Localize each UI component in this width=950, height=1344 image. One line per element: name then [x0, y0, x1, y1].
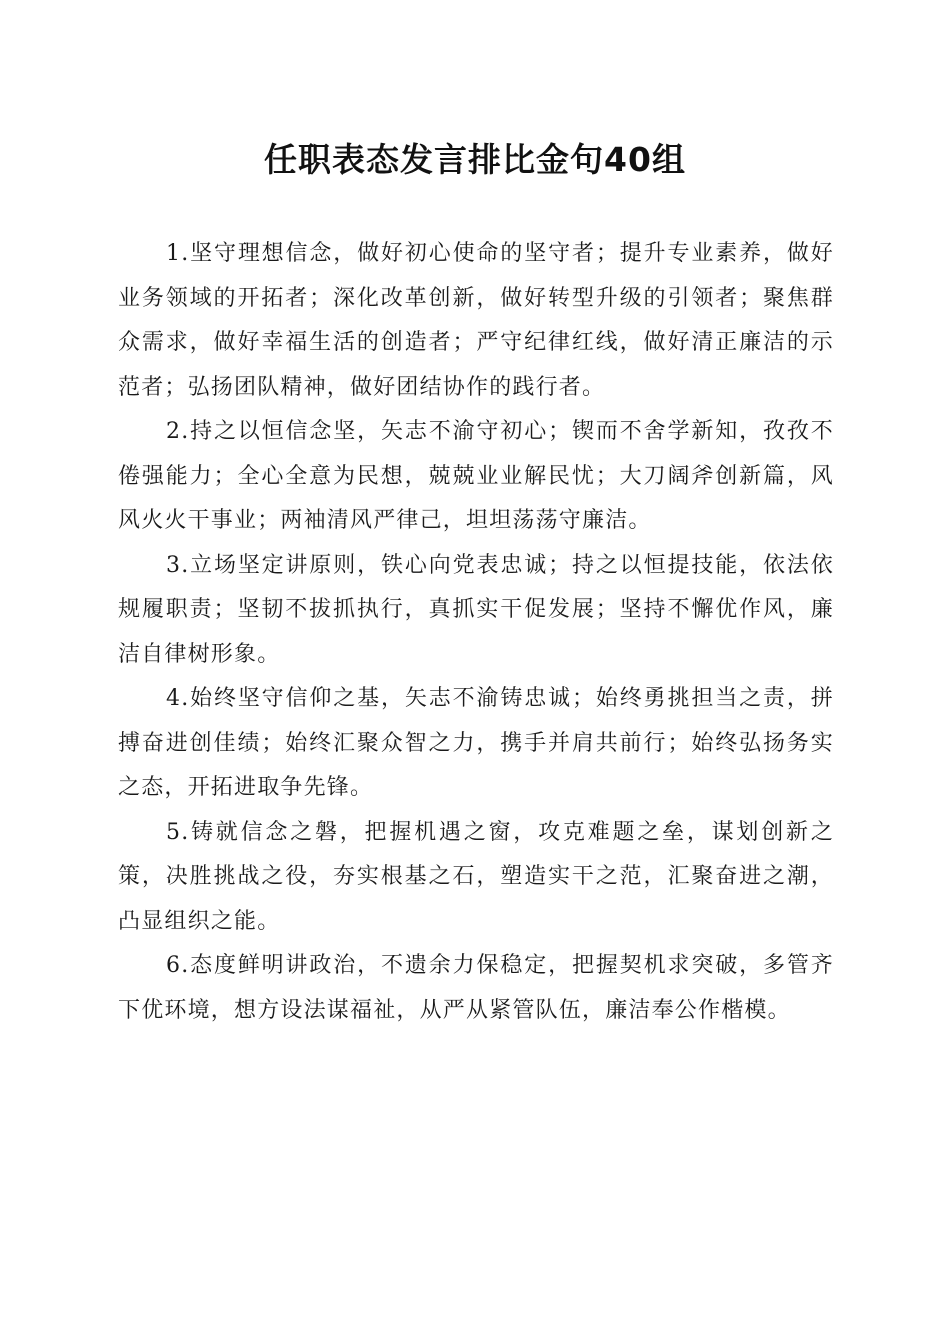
paragraph-5: 5.铸就信念之磐，把握机遇之窗，攻克难题之垒，谋划创新之策，决胜挑战之役，夯实根基之石，塑造实干之范，汇聚奋进之潮，凸显组织之能。	[118, 819, 834, 934]
paragraph-4: 4.始终坚守信仰之基，矢志不渝铸忠诚；始终勇挑担当之责，拼搏奋进创佳绩；始终汇聚众智之力，携手并肩共前行；始终弘扬务实之态，开拓进取争先锋。	[118, 686, 834, 800]
document-body	[118, 232, 834, 1033]
paragraph-3: 3.立场坚定讲原则，铁心向党表忠诚；持之以恒提技能，依法依规履职责；坚韧不拔抓执行，真抓实干促发展；坚持不懈优作风，廉洁自律树形象。	[118, 552, 834, 667]
document-title: 任职表态发言排比金句40组	[264, 140, 686, 179]
paragraph-2: 2.持之以恒信念坚，矢志不渝守初心；锲而不舍学新知，孜孜不倦强能力；全心全意为民想，兢兢业业解民忧；大刀阔斧创新篇，风风火火干事业；两袖清风严律己，坦坦荡荡守廉洁。	[118, 419, 834, 533]
paragraph-6: 6.态度鲜明讲政治，不遗余力保稳定，把握契机求突破，多管齐下优环境，想方设法谋福祉，从严从紧管队伍，廉洁奉公作楷模。	[118, 953, 834, 1023]
paragraph-1: 1.坚守理想信念，做好初心使命的坚守者；提升专业素养，做好业务领域的开拓者；深化改革创新，做好转型升级的引领者；聚焦群众需求，做好幸福生活的创造者；严守纪律红线，做好清正廉洁的示范者；弘扬团队精神，做好团结协作的践行者。	[118, 241, 834, 400]
